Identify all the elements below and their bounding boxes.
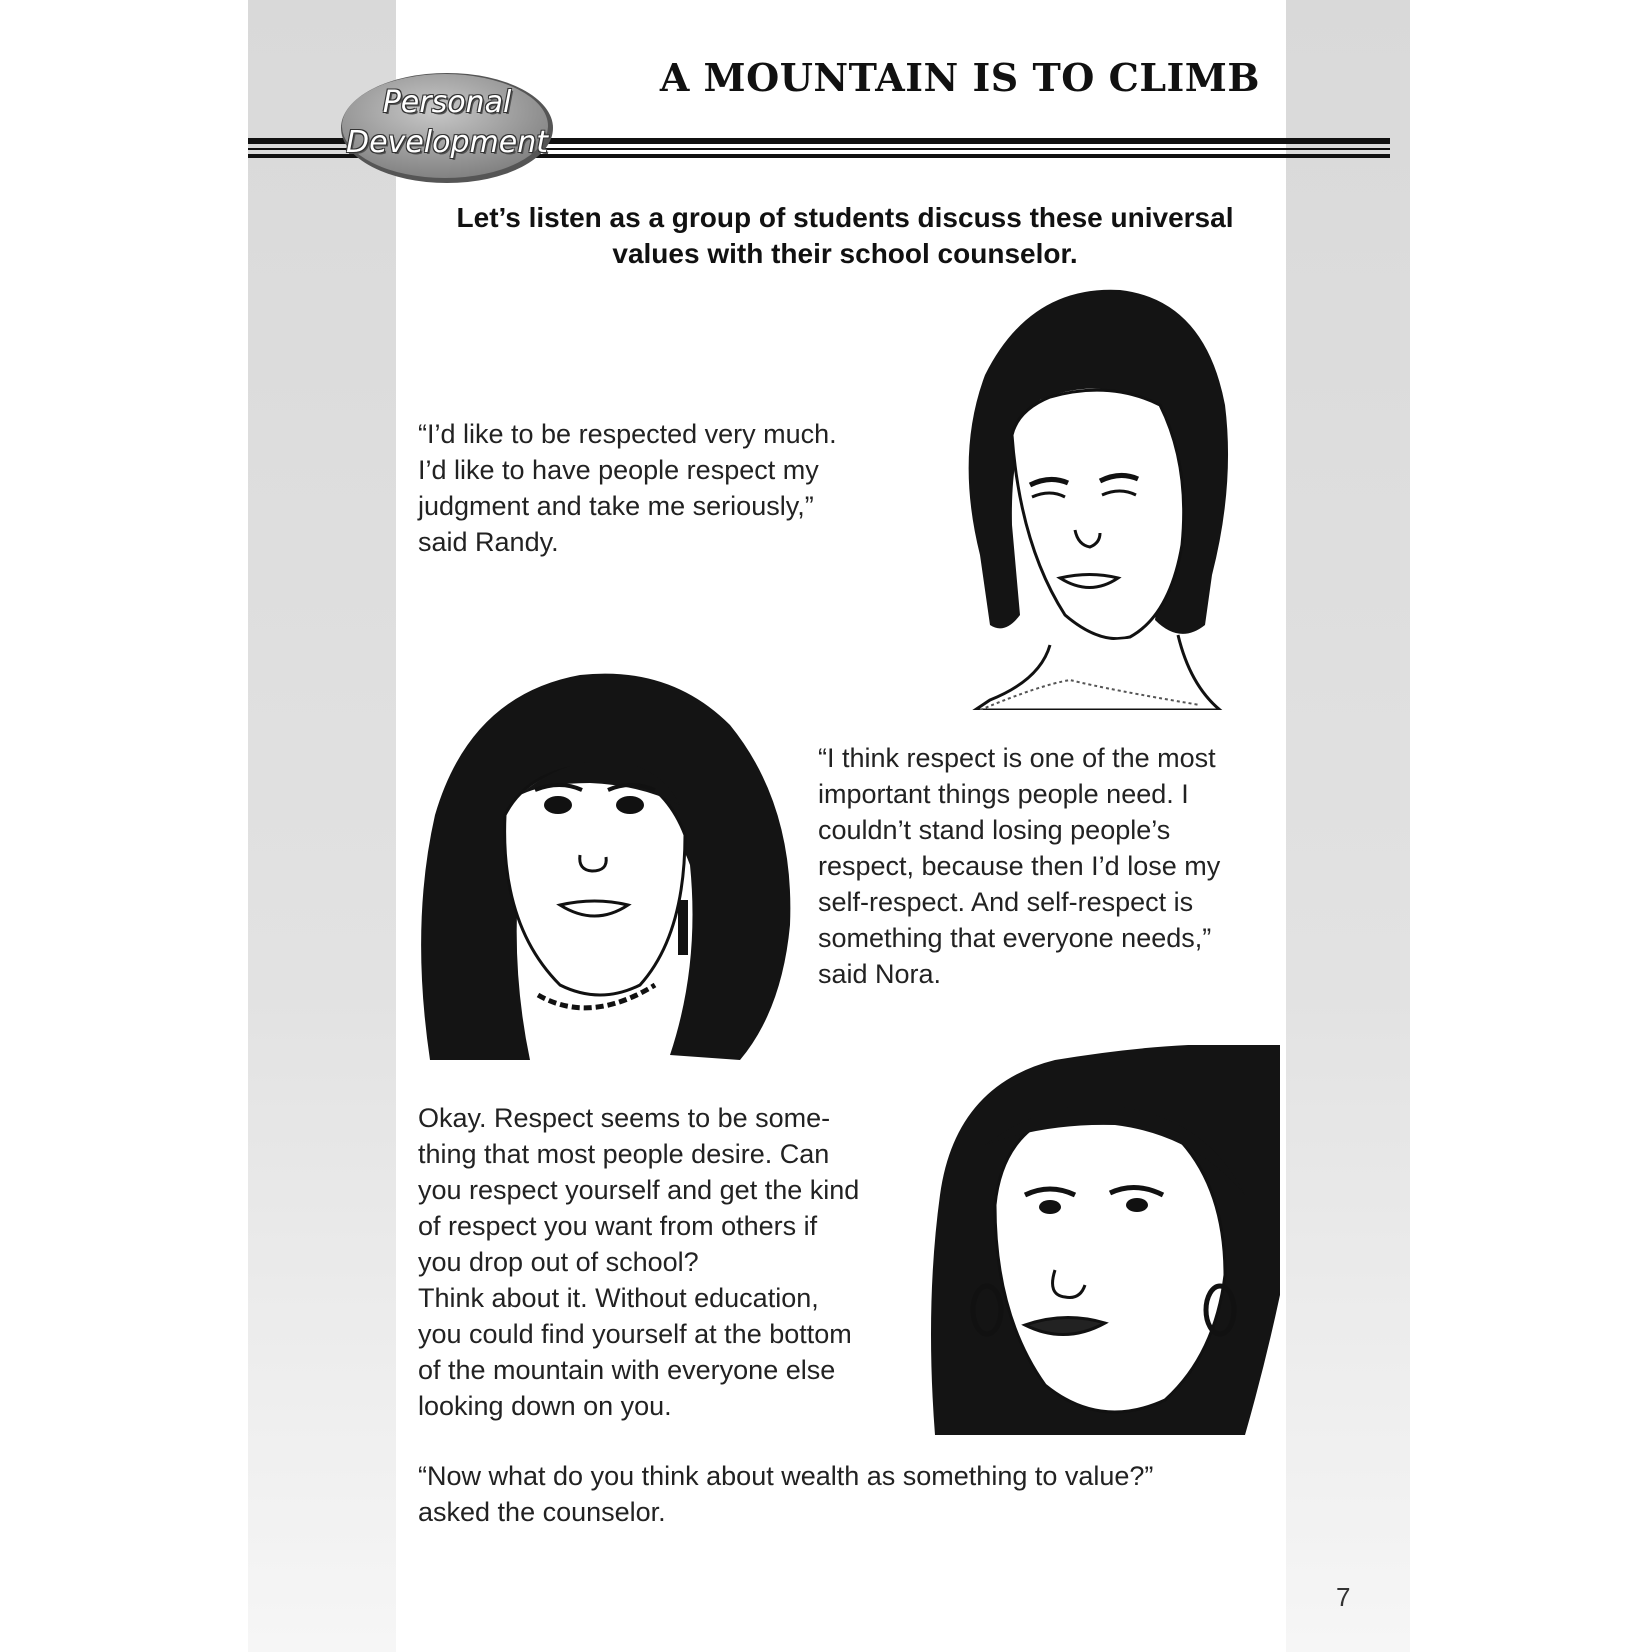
page-number: 7 xyxy=(1336,1582,1351,1612)
page-title: A MOUNTAIN IS TO CLIMB xyxy=(659,55,1260,100)
nora-portrait xyxy=(410,665,805,1065)
randy-quote: “I’d like to be respected very much. I’d like to have people respect my judgment and take me seriously,” said Randy. xyxy=(418,419,837,557)
left-gray-strip xyxy=(248,0,396,1652)
nora-quote: “I think respect is one of the most important things people need. I couldn’t stand losing people’s respect, because then I’d lose my self-respect. And self-respect is something that everyone needs,” said Nora. xyxy=(818,743,1221,989)
intro-text: Let’s listen as a group of students discuss these universal values with their school counselor. xyxy=(456,202,1234,269)
student-portrait-curly xyxy=(925,1045,1280,1435)
counselor-text: Okay. Respect seems to be some- thing that most people desire. Can you respect yourself and get the kind of respect you want from others if you drop out of school? Think about it. Without education, you could find yourself at the bottom of the mountain with everyone else looking down on you. xyxy=(418,1103,860,1421)
badge-label-development: Development xyxy=(346,125,548,160)
badge-label-personal: Personal xyxy=(382,85,512,120)
randy-portrait xyxy=(950,285,1240,710)
closing-question: “Now what do you think about wealth as something to value?” asked the counselor. xyxy=(418,1461,1154,1527)
right-gray-strip xyxy=(1286,0,1410,1652)
